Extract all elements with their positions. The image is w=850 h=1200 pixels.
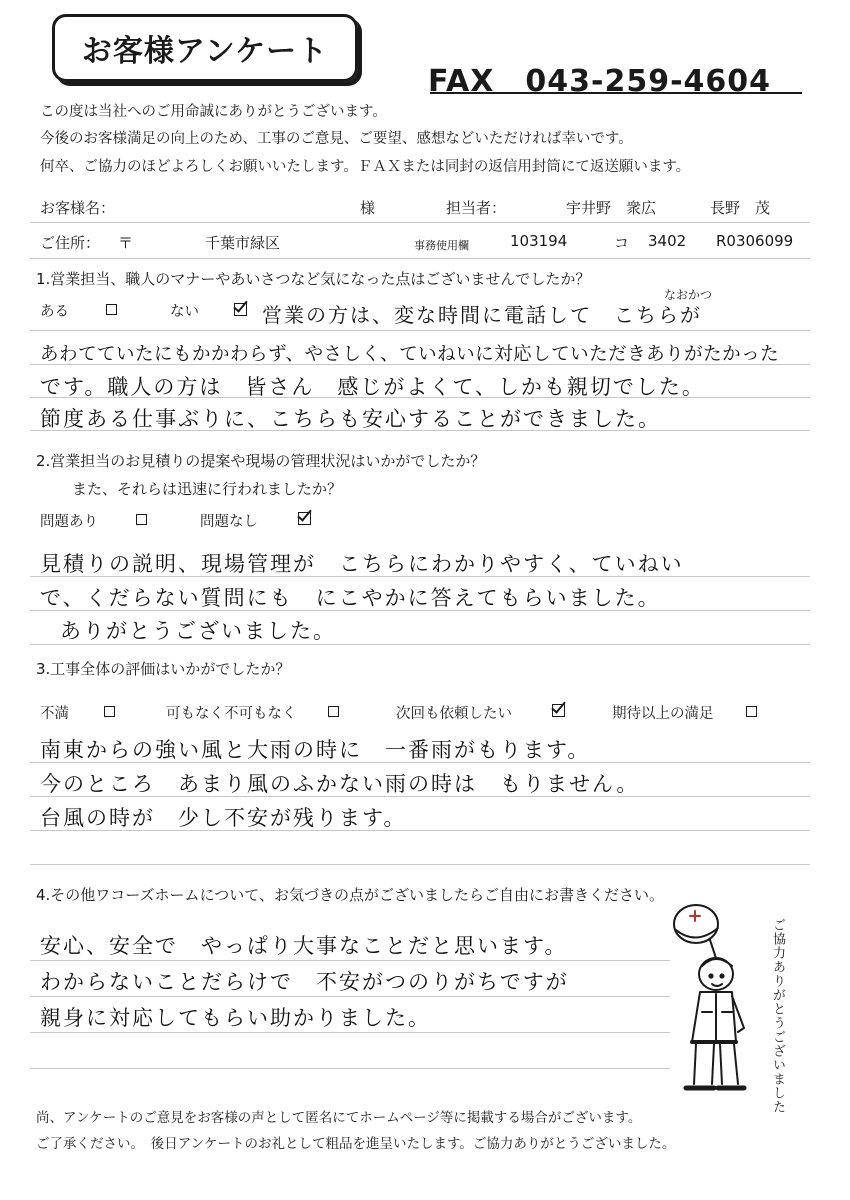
q1-rule-4 (30, 430, 810, 431)
q3-answer-line-1: 南東からの強い風と大雨の時に 一番雨がもります。 (40, 738, 591, 762)
q3-rule-2 (30, 796, 810, 797)
q3-option-4-checkbox[interactable] (746, 706, 757, 717)
office-code-2: コ (614, 234, 630, 252)
intro-line-1: この度は当社へのご用命誠にありがとうございます。 (40, 104, 387, 120)
q2-option-yes-checkbox[interactable] (136, 514, 147, 525)
q3-option-3-checkbox-checked[interactable] (552, 704, 565, 717)
q3-option-3-label: 次回も依頼したい (396, 706, 512, 722)
q2-rule-1 (30, 576, 810, 577)
q4-rule-4 (30, 1068, 670, 1069)
q2-answer-line-1: 見積りの説明、現場管理が こちらにわかりやすく、ていねい (40, 552, 684, 576)
postal-mark: 〒 (118, 234, 134, 252)
customer-sama: 様 (360, 199, 376, 217)
q1-ruby-note: なおかつ (664, 288, 713, 302)
office-code-3: 3402 (648, 232, 687, 250)
q3-option-2-checkbox[interactable] (328, 706, 339, 717)
thank-you-vertical-note: ご協力ありがとうございました (770, 918, 785, 1114)
q3-option-2-label: 可もなく不可もなく (166, 706, 297, 722)
q1-option-yes-checkbox[interactable] (106, 304, 117, 315)
q2-option-yes-label: 問題あり (40, 514, 98, 530)
q4-answer-line-3: 親身に対応してもらい助かりました。 (40, 1006, 431, 1030)
question-2-line-2: また、それらは迅速に行われましたか？ (72, 480, 343, 498)
footer-line-2: ご了承ください。 後日アンケートのお礼として粗品を進呈いたします。ご協力ありがとうございました。 (36, 1136, 676, 1152)
q2-rule-2 (30, 610, 810, 611)
q1-answer-line-3: です。職人の方は 皆さん 感じがよくて、しかも親切でした。 (40, 375, 705, 399)
q4-answer-line-2: わからないことだらけで 不安がつのりがちですが (40, 970, 569, 994)
fax-number: FAX 043-259-4604 (428, 64, 772, 99)
q1-answer-line-4: 節度ある仕事ぶりに、こちらも安心することができました。 (40, 407, 661, 431)
footer-line-1: 尚、アンケートのご意見をお客様の声として匿名にてホームページ等に掲載する場合がございます。 (36, 1110, 642, 1126)
address-value: 千葉市緑区 (205, 234, 281, 252)
q3-rule-3 (30, 830, 810, 831)
q3-option-1-checkbox[interactable] (104, 706, 115, 717)
q1-option-yes-label: ある (40, 304, 69, 320)
address-rule (30, 258, 810, 259)
intro-line-2: 今後のお客様満足の向上のため、工事のご意見、ご要望、感想などいただければ幸いです。 (40, 131, 633, 147)
office-code-4: R0306099 (716, 232, 794, 250)
q1-option-no-checkbox-checked[interactable] (234, 303, 247, 316)
office-code-1: 103194 (510, 232, 568, 250)
q2-answer-line-3: ありがとうございました。 (60, 619, 336, 643)
q1-rule-2 (30, 364, 810, 365)
q2-rule-3 (30, 644, 810, 645)
q1-answer-line-1: 営業の方は、変な時間に電話して こちらが (262, 303, 702, 327)
q4-rule-3 (30, 1032, 670, 1033)
q1-rule-1 (30, 330, 810, 331)
q3-answer-line-3: 台風の時が 少し不安が残ります。 (40, 806, 407, 830)
q1-answer-line-2: あわてていたにもかかわらず、やさしく、ていねいに対応していただきありがたかった (40, 344, 780, 365)
intro-line-3: 何卒、ご協力のほどよろしくお願いいたします。ＦＡＸまたは同封の返信用封筒にて返送願います。 (40, 159, 691, 175)
q2-answer-line-2: で、くだらない質問にも にこやかに答えてもらいました。 (40, 586, 661, 610)
q3-rule-1 (30, 762, 810, 763)
question-1: 1.営業担当、職人のマナーやあいさつなど気になった点はございませんでしたか？ (36, 270, 591, 288)
staff-name-2: 長野 茂 (710, 199, 771, 217)
q4-rule-2 (30, 996, 670, 997)
q2-option-no-label: 問題なし (200, 514, 258, 530)
q2-option-no-checkbox-checked[interactable] (298, 512, 311, 525)
office-use-label: 事務使用欄 (414, 239, 469, 252)
q3-rule-4 (30, 864, 810, 865)
address-label: ご住所： (40, 234, 101, 252)
q4-rule-1 (30, 960, 670, 961)
customer-name-label: お客様名： (40, 199, 116, 217)
q3-option-4-label: 期待以上の満足 (612, 706, 714, 722)
survey-title: お客様アンケート (52, 14, 358, 82)
staff-name-1: 宇井野 衆広 (566, 199, 657, 217)
q1-rule-3 (30, 397, 810, 398)
customer-rule (30, 222, 810, 223)
q4-answer-line-1: 安心、安全で やっぱり大事なことだと思います。 (40, 934, 568, 958)
q3-option-1-label: 不満 (40, 706, 69, 722)
question-3: 3.工事全体の評価はいかがでしたか？ (36, 660, 291, 678)
question-2-line-1: 2.営業担当のお見積りの提案や現場の管理状況はいかがでしたか？ (36, 452, 486, 470)
staff-label: 担当者： (446, 199, 507, 217)
q3-answer-line-2: 今のところ あまり風のふかない雨の時は もりません。 (40, 772, 640, 796)
worker-illustration (662, 902, 762, 1102)
question-4: 4.その他ワコーズホームについて、お気づきの点がございましたらご自由にお書きください。 (36, 886, 664, 904)
fax-underline (430, 92, 802, 94)
q1-option-no-label: ない (170, 304, 199, 320)
